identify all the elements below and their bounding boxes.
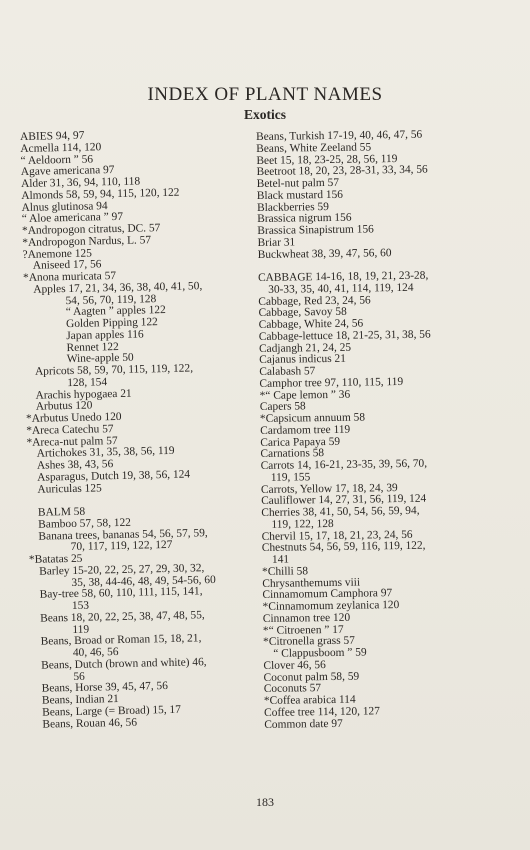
index-entry: Beans, Horse 39, 45, 47, 56 [41, 680, 169, 695]
index-entry: Carrots, Yellow 17, 18, 24, 39 [260, 481, 398, 496]
index-entry: Apricots 58, 59, 70, 115, 119, 122, [34, 362, 194, 378]
index-entry: Beans, Rouan 46, 56 [42, 716, 138, 731]
index-entry: *Batatas 25 [28, 552, 83, 566]
page-number: 183 [256, 795, 274, 809]
index-entry: Arachis hypogaea 21 [35, 387, 132, 402]
index-entry: Brassica nigrum 156 [257, 211, 352, 226]
index-entry: Cajanus indicus 21 [259, 353, 346, 367]
index-entry: “ Aloe americana ” 97 [21, 211, 124, 226]
index-entry: 70, 117, 119, 122, 127 [70, 539, 173, 554]
index-entry: Cauliflower 14, 27, 31, 56, 119, 124 [261, 492, 427, 508]
index-entry: Cabbage, Red 23, 24, 56 [258, 293, 371, 308]
index-entry: Aniseed 17, 56 [32, 258, 102, 273]
index-entry: Brassica Sinapistrum 156 [257, 223, 374, 237]
index-entry: Betel-nut palm 57 [256, 176, 340, 190]
index-entry: Chrysanthemums viii [262, 576, 361, 590]
index-entry: *Coffea arabica 114 [263, 693, 356, 707]
index-entry: Beans, Indian 21 [41, 693, 119, 707]
index-entry: Cabbage, White 24, 56 [258, 317, 364, 331]
index-entry: Wine-apple 50 [66, 351, 134, 366]
right-index-column [256, 129, 502, 732]
index-entry: Common date 97 [264, 717, 343, 731]
index-entry: Beans, White Zeeland 55 [256, 141, 372, 155]
index-entry: *“ Citroenen ” 17 [262, 623, 344, 637]
index-entry: Cinnamomum Camphora 97 [262, 587, 393, 602]
index-entry: Beans, Dutch (brown and white) 46, [41, 655, 207, 672]
index-entry: Barley 15-20, 22, 25, 27, 29, 30, 32, [39, 561, 205, 578]
index-entry: Alnus glutinosa 94 [21, 199, 108, 214]
index-entry: Bamboo 57, 58, 122 [38, 516, 132, 531]
index-entry: Black mustard 156 [256, 188, 344, 202]
index-entry: *Areca-nut palm 57 [26, 434, 118, 449]
index-entry: *Anona muricata 57 [22, 270, 117, 284]
index-entry: *Chilli 58 [262, 565, 309, 578]
index-entry: Chervil 15, 17, 18, 21, 23, 24, 56 [261, 528, 413, 543]
index-entry: Beans, Large (= Broad) 15, 17 [42, 703, 182, 719]
index-entry: 119, 122, 128 [271, 517, 334, 531]
index-entry: Auriculas 125 [37, 481, 102, 496]
index-entry: BALM 58 [37, 505, 86, 519]
index-entry: 35, 38, 44-46, 48, 49, 54-56, 60 [71, 573, 216, 589]
index-entry: Arbutus 120 [35, 399, 93, 413]
index-entry: *Cinnamomum zeylanica 120 [262, 599, 400, 613]
index-entry: 119, 155 [270, 471, 311, 484]
index-entry: Clover 46, 56 [263, 658, 326, 672]
index-entry: 40, 46, 56 [72, 646, 119, 660]
index-entry: Banana trees, bananas 54, 56, 57, 59, [38, 526, 208, 543]
index-entry: Beet 15, 18, 23-25, 28, 56, 119 [256, 152, 398, 167]
index-entry: 119 [72, 623, 90, 636]
index-entry: “ Aagten ” apples 122 [65, 304, 166, 319]
index-entry: ABIES 94, 97 [19, 129, 85, 143]
index-entry: Cherries 38, 41, 50, 54, 56, 59, 94, [261, 504, 420, 519]
index-entry: Cadjangh 21, 24, 25 [258, 341, 352, 355]
index-entry: 54, 56, 70, 119, 128 [65, 292, 157, 307]
index-entry: Japan apples 116 [66, 328, 144, 342]
index-entry: *Capsicum annuum 58 [259, 411, 366, 425]
index-entry: Coffee tree 114, 120, 127 [264, 705, 380, 719]
index-entry: Artichokes 31, 35, 38, 56, 119 [36, 445, 175, 460]
index-entry: Beetroot 18, 20, 23, 28-31, 33, 34, 56 [256, 163, 428, 179]
index-entry: Bay-tree 58, 60, 110, 111, 115, 141, [39, 585, 203, 601]
page-title: INDEX OF PLANT NAMES [147, 84, 383, 105]
index-entry: Acmella 114, 120 [20, 141, 102, 155]
index-entry: Blackberries 59 [256, 200, 329, 214]
index-entry: Asparagus, Dutch 19, 38, 56, 124 [37, 468, 191, 484]
index-entry: Beans, Broad or Roman 15, 18, 21, [40, 632, 202, 648]
index-entry: Calabash 57 [259, 365, 316, 378]
index-entry: Chestnuts 54, 56, 59, 116, 119, 122, [261, 539, 426, 555]
index-entry: “ Clappusboom ” 59 [273, 646, 367, 660]
index-entry: Almonds 58, 59, 94, 115, 120, 122 [21, 186, 180, 202]
index-entry: Cardamom tree 119 [260, 423, 351, 437]
index-entry: Ashes 38, 43, 56 [36, 458, 114, 472]
index-entry: *Andropogon Nardus, L. 57 [22, 234, 152, 249]
index-entry: 128, 154 [67, 375, 108, 389]
left-index-column [20, 127, 260, 731]
index-entry: Cinnamon tree 120 [262, 611, 351, 625]
index-entry: Briar 31 [257, 236, 296, 249]
index-entry: Coconuts 57 [263, 682, 322, 696]
index-entry: *“ Cape lemon ” 36 [259, 388, 351, 402]
section-subtitle: Exotics [244, 107, 286, 122]
index-entry: *Andropogon citratus, DC. 57 [21, 222, 161, 237]
index-entry: Carica Papaya 59 [260, 435, 341, 449]
index-entry: CABBAGE 14-16, 18, 19, 21, 23-28, [257, 269, 429, 284]
index-entry: Cabbage, Savoy 58 [258, 306, 347, 320]
index-entry: Golden Pipping 122 [65, 316, 158, 331]
index-entry: Beans, Turkish 17-19, 40, 46, 47, 56 [255, 128, 423, 143]
index-entry: Cabbage-lettuce 18, 21-25, 31, 38, 56 [258, 328, 431, 343]
index-entry: Rennet 122 [66, 340, 119, 354]
index-entry: Apples 17, 21, 34, 36, 38, 40, 41, 50, [33, 279, 203, 296]
index-entry: 56 [73, 670, 85, 683]
index-entry: 153 [71, 599, 90, 613]
index-entry: *Arbutus Unedo 120 [25, 410, 122, 425]
index-entry: 30-33, 35, 40, 41, 114, 119, 124 [268, 281, 414, 296]
index-entry: Buckwheat 38, 39, 47, 56, 60 [257, 246, 392, 261]
index-entry: Capers 58 [259, 400, 306, 414]
index-entry: *Areca Catechu 57 [26, 422, 114, 437]
index-entry: Beans 18, 20, 22, 25, 38, 47, 48, 55, [40, 608, 205, 625]
index-entry: 141 [271, 553, 290, 566]
index-entry: Camphor tree 97, 110, 115, 119 [259, 375, 404, 390]
index-entry: *Citronella grass 57 [263, 634, 355, 649]
index-entry: “ Aeldoorn ” 56 [20, 152, 94, 167]
index-entry: ?Anemone 125 [22, 247, 92, 261]
index-entry: Agave americana 97 [20, 164, 115, 179]
index-entry: Carnations 58 [260, 447, 325, 461]
index-entry: Alder 31, 36, 94, 110, 118 [20, 175, 141, 190]
index-entry: Coconut palm 58, 59 [263, 670, 360, 684]
index-entry: Carrots 14, 16-21, 23-35, 39, 56, 70, [260, 457, 428, 472]
